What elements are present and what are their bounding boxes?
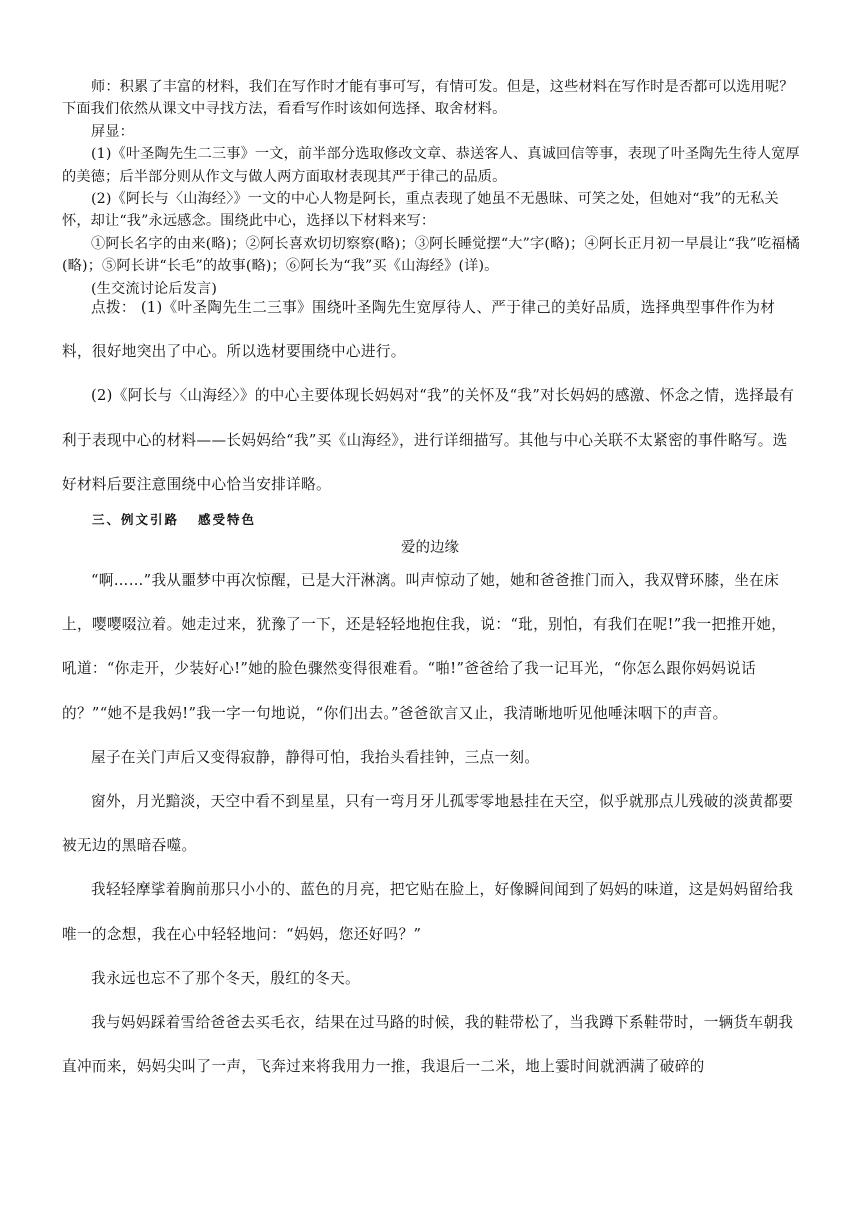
teacher-paragraph: 师：积累了丰富的材料，我们在写作时才能有事可写，有情可发。但是，这些材料在写作时是否都可以选用呢？下面我们依然从课文中寻找方法，看看写作时该如何选择、取舍材料。 — [62, 79, 794, 118]
display-label: 屏显： — [91, 123, 135, 140]
section-heading: 三、例文引路 感受特色 — [92, 512, 257, 527]
materials-list: ①阿长名字的由来(略)；②阿长喜欢切切察察(略)；③阿长睡觉摆“大”字(略)；④阿长正月初一早晨让“我”吃福橘(略)；⑤阿长讲“长毛”的故事(略)；⑥阿长为“我”买《山海经》(详)。 — [62, 235, 800, 275]
guidance-paragraph-1: 点拨： (1)《叶圣陶先生二三事》围绕叶圣陶先生宽厚待人、严于律己的美好品质，选择典型事件作为材料，很好地突出了中心。所以选材要围绕中心进行。 — [62, 299, 776, 361]
essay-paragraph: 我永远也忘不了那个冬天，殷红的冬天。 — [91, 969, 360, 987]
intro-section — [62, 76, 800, 300]
intro-item-1: (1)《叶圣陶先生二三事》一文，前半部分选取修改文章、恭送客人、真诚回信等事，表现了叶圣陶先生待人宽厚的美德；后半部分则从作文与做人两方面取材表现其严于律己的品质。 — [62, 146, 800, 185]
guidance-section — [62, 286, 800, 507]
intro-item-2: (2)《阿长与〈山海经〉》一文的中心人物是阿长，重点表现了她虽不无愚昧、可笑之处，但她对“我”的无私关怀，却让“我”永远感念。围绕此中心，选择以下材料来写： — [62, 191, 779, 230]
discussion-note: (生交流讨论后发言) — [91, 280, 218, 297]
guidance-paragraph-2: (2)《阿长与〈山海经〉》的中心主要体现长妈妈对“我”的关怀及“我”对长妈妈的感激、怀念之情，选择最有利于表现中心的材料——长妈妈给“我”买《山海经》，进行详细描写。其他与中心关联不太紧密的事件略写。选好材料后要注意围绕中心恰当安排详略。 — [62, 387, 795, 493]
essay-paragraph: 屋子在关门声后又变得寂静，静得可怕，我抬头看挂钟，三点一刻。 — [91, 748, 540, 766]
essay-paragraph: 窗外，月光黯淡，天空中看不到星星，只有一弯月牙儿孤零零地悬挂在天空，似乎就那点儿残破的淡黄都要被无边的黑暗吞噬。 — [62, 793, 794, 855]
essay-title: 爱的边缘 — [401, 540, 459, 556]
essay-paragraph: 我轻轻摩挲着胸前那只小小的、蓝色的月亮，把它贴在脸上，好像瞬间闻到了妈妈的味道，这是妈妈留给我唯一的念想，我在心中轻轻地问：“妈妈，您还好吗？” — [62, 881, 794, 943]
essay-paragraph: 我与妈妈踩着雪给爸爸去买毛衣，结果在过马路的时候，我的鞋带松了，当我蹲下系鞋带时，一辆货车朝我直冲而来，妈妈尖叫了一声，飞奔过来将我用力一推，我退后一二米，地上霎时间就洒满了破碎的 — [62, 1014, 794, 1076]
essay-paragraph: “啊……”我从噩梦中再次惊醒，已是大汗淋漓。叫声惊动了她，她和爸爸推门而入，我双臂环膝，坐在床上，嘤嘤啜泣着。她走过来，犹豫了一下，还是轻轻地抱住我，说：“玭，别怕，有我们在呢!”我一把推开她，吼道：“你走开，少装好心!”她的脸色骤然变得很难看。“啪!”爸爸给了我一记耳光，“你怎么跟你妈妈说话的？”“她不是我妈!”我一字一句地说，“你们出去。”爸爸欲言又止，我清晰地听见他唾沫咽下的声音。 — [62, 572, 787, 722]
essay-body — [62, 559, 800, 1089]
